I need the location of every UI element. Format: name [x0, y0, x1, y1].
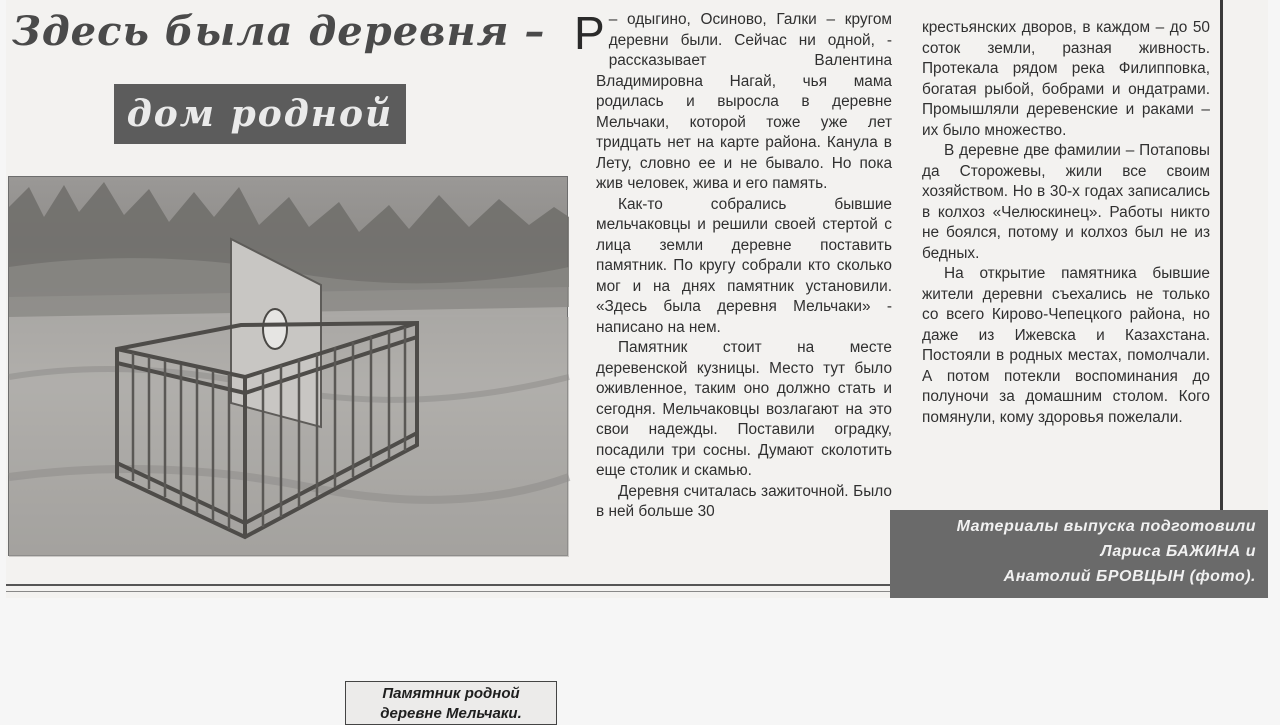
paragraph-5: крестьянских дворов, в каждом – до 50 соток земли, разная живность. Протекала рядом река Филипповка, богатая рыбой, бобрами и ондатрами. Промышляли деревенские и раками – их было множество. [922, 19, 1210, 139]
paragraph-1 [574, 7, 892, 195]
caption-line-1: Памятник родной [382, 685, 520, 702]
paragraph-7: На открытие памятника бывшие жители деревни съехались не только со всего Кирово-Чепецкого района, но даже из Ижевска и Казахстана. Постояли в родных местах, помолчали. А потом потекли воспоминания до полуночи за домашним столом. Кого помянули, кому здоровья пожелали. [922, 265, 1210, 426]
article-subheadline: дом родной [114, 84, 406, 144]
credit-line-3: Анатолий БРОВЦЫН (фото). [1003, 568, 1256, 585]
paragraph-2: Как-то собрались бывшие мельчаковцы и решили своей стертой с лица земли деревне поставить памятник. По кругу собрали кто сколько мог и на днях памятник установили. «Здесь была деревня Мельчаки» - написано на нем. [596, 195, 892, 336]
monument-illustration [9, 177, 569, 557]
column-divider [1220, 0, 1223, 510]
paragraph-6: В деревне две фамилии – Потаповы да Сторожевы, жили все своим хозяйством. Но в 30-х годах записались в колхоз «Челюскинец». Работы никто не боялся, потому и колхоз был не из бедных. [922, 142, 1210, 262]
photo-caption [345, 681, 557, 725]
credit-line-2: Лариса БАЖИНА и [1100, 543, 1256, 560]
article-headline: Здесь была деревня – [12, 8, 546, 55]
drop-cap: Р [574, 7, 605, 59]
bottom-rule [6, 584, 891, 586]
text-column-1 [574, 7, 892, 523]
monument-photo [8, 176, 568, 722]
credits-box [890, 510, 1268, 598]
caption-line-2: деревне Мельчаки. [380, 705, 522, 722]
paragraph-3: Памятник стоит на месте деревенской кузницы. Место тут было оживленное, таким оно должно стать и сегодня. Мельчаковцы возлагают на это свои надежды. Поставили оградку, посадили три сосны. Думают сколотить еще столик и скамью. [596, 339, 892, 479]
newspaper-page [6, 0, 1268, 722]
text-column-2 [922, 18, 1210, 428]
paragraph-4: Деревня считалась зажиточной. Было в ней больше 30 [596, 482, 892, 520]
bottom-rule-thin [6, 591, 891, 592]
dash-lead: – [608, 11, 627, 28]
paragraph-1-text: одыгино, Осиново, Галки – кругом деревни были. Сейчас ни одной, - рассказывает Валентина Владимировна Нагай, чья мама родилась и выросла в деревне Мельчаки, которой тоже уже лет тридцать нет на карте района. Канула в Лету, словно ее и не бывало. Но пока жив человек, жива и его память. [596, 11, 892, 192]
credit-line-1: Материалы выпуска подготовили [956, 518, 1256, 535]
